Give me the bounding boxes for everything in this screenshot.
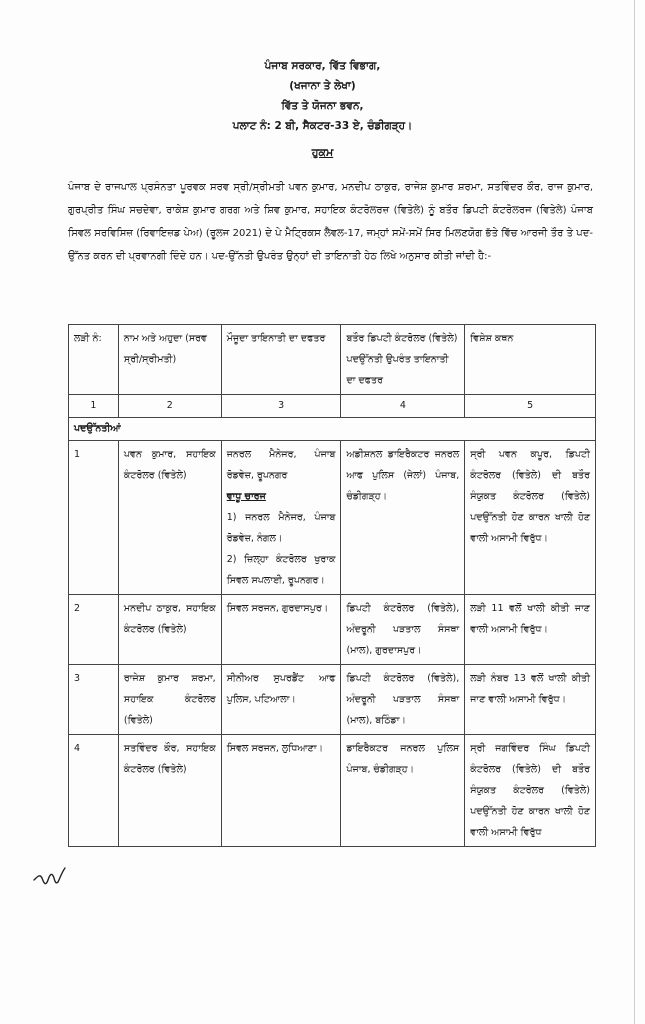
section-label: ਪਦਉੱਨਤੀਆਂ — [69, 418, 596, 441]
current-office-text: ਜਨਰਲ ਮੈਨੇਜਰ, ਪੰਜਾਬ ਰੋਡਵੇਜ਼, ਰੂਪਨਗਰ — [226, 449, 336, 481]
cell-new-office: ਡਾਇਰੈਕਟਰ ਜਨਰਲ ਪੁਲਿਸ ਪੰਜਾਬ, ਚੰਡੀਗੜ੍ਹ। — [341, 735, 465, 847]
cell-remarks: ਲੜੀ ਨੰਬਰ 13 ਵਲੋਂ ਖਾਲੀ ਕੀਤੀ ਜਾਣ ਵਾਲੀ ਅਸਾਮੀ ਵਿਰੁੱਧ। — [465, 665, 596, 735]
cell-new-office: ਡਿਪਟੀ ਕੰਟਰੋਲਰ (ਵਿਤੇਲੇ), ਅੰਦਰੂਨੀ ਪੜਤਾਲ ਸੰਸਥਾ (ਮਾਲ), ਬਠਿੰਡਾ। — [341, 665, 465, 735]
header-building: ਵਿੱਤ ਤੇ ਯੋਜਨਾ ਭਵਨ, — [281, 100, 364, 112]
column-number: 1 — [69, 395, 119, 418]
header-address: ਪਲਾਟ ਨੰ: 2 ਬੀ, ਸੈਕਟਰ-33 ਏ, ਚੰਡੀਗੜ੍ਹ। — [232, 120, 413, 132]
cell-sr: 2 — [69, 595, 119, 665]
header-cell-current-office: ਮੌਜੂਦਾ ਤਾਇਨਾਤੀ ਦਾ ਦਫਤਰ — [221, 325, 341, 395]
cell-remarks: ਸ੍ਰੀ ਜਗਵਿੰਦਰ ਸਿੰਘ ਡਿਪਟੀ ਕੰਟਰੋਲਰ (ਵਿਤੇਲੇ) ਦੀ ਬਤੌਰ ਸੰਯੁਕਤ ਕੰਟਰੋਲਰ (ਵਿਤੇਲੇ) ਪਦਉੱਨਤੀ ਹੋਣ ਕਾਰਨ ਖਾਲੀ ਹੋਣ ਵਾਲੀ ਅਸਾਮੀ ਵਿਰੁੱਧ — [465, 735, 596, 847]
letterhead — [0, 56, 645, 136]
column-number: 5 — [465, 395, 596, 418]
header-department: ਪੰਜਾਬ ਸਰਕਾਰ, ਵਿੱਤ ਵਿਭਾਗ, — [264, 60, 381, 72]
cell-current-office: ਸਿਵਲ ਸਰਜਨ, ਗੁਰਦਾਸਪੁਰ। — [221, 595, 341, 665]
header-cell-remarks: ਵਿਸ਼ੇਸ਼ ਕਥਨ — [465, 325, 596, 395]
table-row — [69, 735, 596, 847]
signature-mark — [32, 862, 72, 898]
header-branch: (ਖਜਾਨਾ ਤੇ ਲੇਖਾ) — [289, 80, 356, 92]
additional-charge-item: 2) ਜ਼ਿਲ੍ਹਾ ਕੰਟਰੋਲਰ ਖੁਰਾਕ ਸਿਵਲ ਸਪਲਾਈ, ਰੂਪਨਗਰ। — [226, 554, 336, 586]
cell-sr: 3 — [69, 665, 119, 735]
table-row — [69, 595, 596, 665]
table-row — [69, 665, 596, 735]
cell-sr: 4 — [69, 735, 119, 847]
column-number: 3 — [221, 395, 341, 418]
header-cell-sr: ਲੜੀ ਨੰ: — [69, 325, 119, 395]
posting-table — [68, 324, 596, 847]
table-row — [69, 441, 596, 595]
column-number: 4 — [341, 395, 465, 418]
cell-name: ਮਨਦੀਪ ਠਾਕੁਰ, ਸਹਾਇਕ ਕੰਟਰੋਲਰ (ਵਿਤੇਲੇ) — [118, 595, 221, 665]
section-row — [69, 418, 596, 441]
cell-name: ਪਵਨ ਕੁਮਾਰ, ਸਹਾਇਕ ਕੰਟਰੋਲਰ (ਵਿਤੇਲੇ) — [118, 441, 221, 595]
cell-new-office: ਅਡੀਸ਼ਨਲ ਡਾਇਰੈਕਟਰ ਜਨਰਲ ਆਫ ਪੁਲਿਸ (ਜੇਲਾਂ) ਪੰਜਾਬ, ਚੰਡੀਗੜ੍ਹ। — [341, 441, 465, 595]
cell-current-office: ਸਿਵਲ ਸਰਜਨ, ਲੁਧਿਆਣਾ। — [221, 735, 341, 847]
cell-current-office — [221, 441, 341, 595]
cell-name: ਸਤਵਿੰਦਰ ਕੌਰ, ਸਹਾਇਕ ਕੰਟਰੋਲਰ (ਵਿਤੇਲੇ) — [118, 735, 221, 847]
cell-remarks: ਲੜੀ 11 ਵਲੋਂ ਖਾਲੀ ਕੀਤੀ ਜਾਣ ਵਾਲੀ ਅਸਾਮੀ ਵਿਰੁੱਧ। — [465, 595, 596, 665]
cell-name: ਰਾਜੇਸ਼ ਕੁਮਾਰ ਸ਼ਰਮਾ, ਸਹਾਇਕ ਕੰਟਰੋਲਰ (ਵਿਤੇਲੇ) — [118, 665, 221, 735]
header-cell-new-office: ਬਤੌਰ ਡਿਪਟੀ ਕੰਟਰੋਲਰ (ਵਿਤੇਲੇ) ਪਦਉੱਨਤੀ ਉਪਰੰਤ ਤਾਇਨਾਤੀ ਦਾ ਦਫਤਰ — [341, 325, 465, 395]
order-body-text: ਪੰਜਾਬ ਦੇ ਰਾਜਪਾਲ ਪ੍ਰਸੰਨਤਾ ਪੂਰਵਕ ਸਰਵ ਸ੍ਰੀ/ਸ੍ਰੀਮਤੀ ਪਵਨ ਕੁਮਾਰ, ਮਨਦੀਪ ਠਾਕੁਰ, ਰਾਜੇਸ਼ ਕੁਮਾਰ ਸ਼ਰਮਾ, ਸਤਵਿੰਦਰ ਕੌਰ, ਰਾਜ ਕੁਮਾਰ, ਗੁਰਪ੍ਰੀਤ ਸਿੰਘ ਸਚਦੇਵਾ, ਰਾਕੇਸ਼ ਕੁਮਾਰ ਗਰਗ ਅਤੇ ਸ਼ਿਵ ਕੁਮਾਰ, ਸਹਾਇਕ ਕੰਟਰੋਲਰਜ਼ (ਵਿਤੇਲੇ) ਨੂੰ ਬਤੌਰ ਡਿਪਟੀ ਕੰਟਰੋਲਰਜ (ਵਿਤੇਲੇ) ਪੰਜਾਬ ਸਿਵਲ ਸਰਵਿਸਿਜ਼ (ਰਿਵਾਇਜ਼ਡ ਪੇਅ) (ਰੂਲਜ 2021) ਦੇ ਪੇ ਮੈਟ੍ਰਿਕਸ ਲੈਵਲ-17, ਜਮ੍ਹਾਂ ਸਮੇਂ-ਸਮੇਂ ਸਿਰ ਮਿਲਣਯੋਗ ਭੱਤੇ ਵਿੱਚ ਆਰਜੀ ਤੌਰ ਤੇ ਪਦ-ਉੱਨਤ ਕਰਨ ਦੀ ਪ੍ਰਵਾਨਗੀ ਦਿੰਦੇ ਹਨ। ਪਦ-ਉੱਨਤੀ ਉਪਰੰਤ ਉਨ੍ਹਾਂ ਦੀ ਤਾਇਨਾਤੀ ਹੇਠ ਲਿਖੇ ਅਨੁਸਾਰ ਕੀਤੀ ਜਾਂਦੀ ਹੈ:- — [68, 182, 593, 262]
column-number: 2 — [118, 395, 221, 418]
order-title: ਹੁਕਮ — [311, 146, 334, 159]
additional-charge-item: 1) ਜਨਰਲ ਮੈਨੇਜਰ, ਪੰਜਾਬ ਰੋਡਵੇਜ਼, ਨੰਗਲ। — [226, 512, 336, 544]
column-number-row — [69, 395, 596, 418]
cell-new-office: ਡਿਪਟੀ ਕੰਟਰੋਲਰ (ਵਿਤੇਲੇ), ਅੰਦਰੂਨੀ ਪੜਤਾਲ ਸੰਸਥਾ (ਮਾਲ), ਗੁਰਦਾਸਪੁਰ। — [341, 595, 465, 665]
cell-remarks: ਸ੍ਰੀ ਪਵਨ ਕਪੂਰ, ਡਿਪਟੀ ਕੰਟਰੋਲਰ (ਵਿਤੇਲੇ) ਦੀ ਬਤੌਰ ਸੰਯੁਕਤ ਕੰਟਰੋਲਰ (ਵਿਤੇਲੇ) ਪਦਉੱਨਤੀ ਹੋਣ ਕਾਰਨ ਖਾਲੀ ਹੋਣ ਵਾਲੀ ਅਸਾਮੀ ਵਿਰੁੱਧ। — [465, 441, 596, 595]
additional-charge-heading: ਵਾਧੂ ਚਾਰਜ — [226, 491, 266, 502]
cell-sr: 1 — [69, 441, 119, 595]
header-cell-name: ਨਾਮ ਅਤੇ ਅਹੁਦਾ (ਸਰਵ ਸ੍ਰੀ/ਸ੍ਰੀਮਤੀ) — [118, 325, 221, 395]
cell-current-office: ਸੀਨੀਅਰ ਸੁਪਰਡੈਂਟ ਆਫ ਪੁਲਿਸ, ਪਟਿਆਲਾ। — [221, 665, 341, 735]
table-header-row — [69, 325, 596, 395]
